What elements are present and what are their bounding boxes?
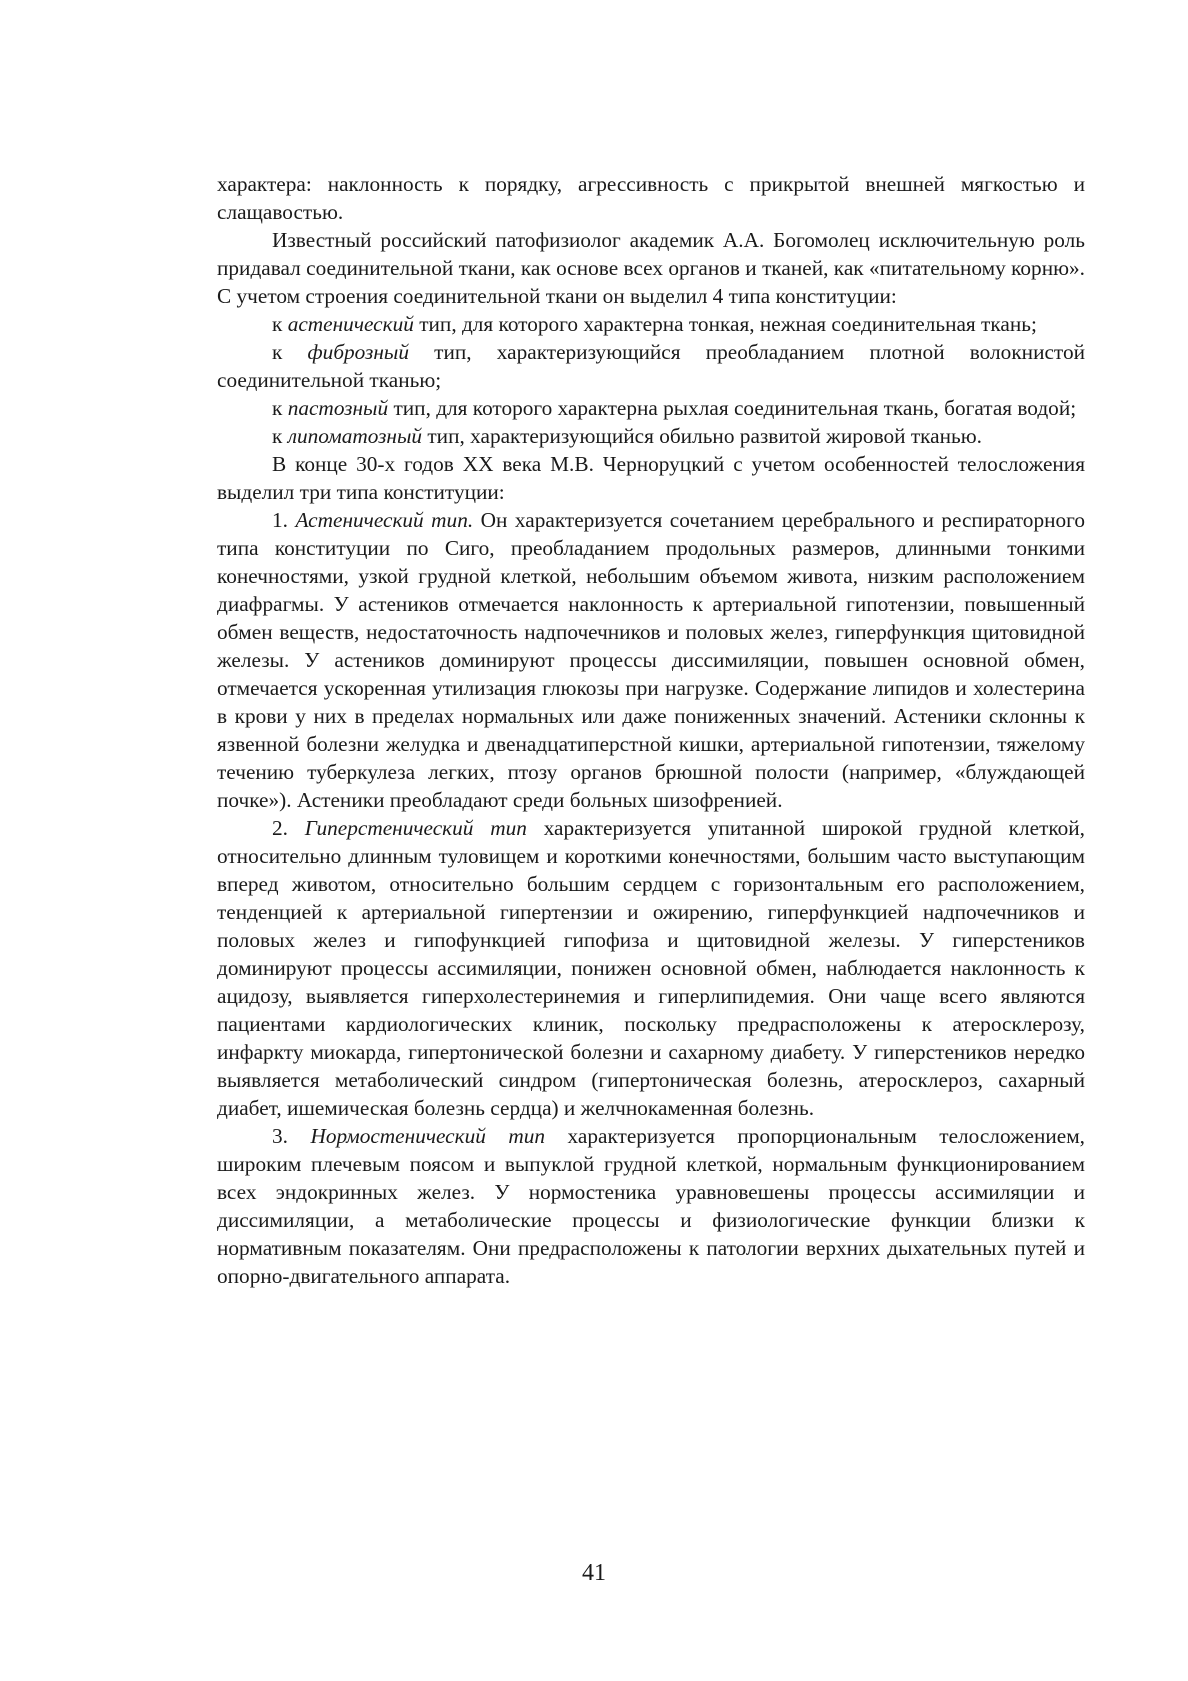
paragraph-continuation: характера: наклонность к порядку, агрессивность с прикрытой внешней мягкостью и слащавостью.	[217, 172, 1085, 224]
list-term: липоматозный	[287, 424, 423, 448]
list-marker: к	[272, 396, 283, 420]
type-term: Гиперстенический тип	[304, 816, 527, 840]
list-text: тип, характеризующийся преобладанием плотной волокнистой соединительной тканью;	[217, 340, 1085, 392]
list-term: пастозный	[287, 396, 389, 420]
type-term: Нормостенический тип	[310, 1124, 546, 1148]
list-item-lipomatous	[217, 422, 1085, 450]
type-description: Он характеризуется сочетанием церебрального и респираторного типа конституции по Сиго, преобладанием продольных размеров, длинными тонкими конечностями, узкой грудной клеткой, небольшим объемом живота, низким расположением диафрагмы. У астеников отмечается наклонность к артериальной гипотензии, повышенный обмен веществ, недостаточность надпочечников и половых желез, гиперфункция щитовидной железы. У астеников доминируют процессы диссимиляции, повышен основной обмен, отмечается ускоренная утилизация глюкозы при нагрузке. Содержание липидов и холестерина в крови у них в пределах нормальных или даже пониженных значений. Астеники склонны к язвенной болезни желудка и двенадцатиперстной кишки, артериальной гипотензии, тяжелому течению туберкулеза легких, птозу органов брюшной полости (например, «блуждающей почке»). Астеники преобладают среди больных шизофренией.	[217, 508, 1085, 812]
list-marker: к	[272, 424, 283, 448]
list-text: тип, для которого характерна тонкая, нежная соединительная ткань;	[413, 312, 1037, 336]
type-normosthenic	[217, 1122, 1085, 1290]
list-term: астенический	[287, 312, 414, 336]
list-item-pastose	[217, 394, 1085, 422]
type-number: 1.	[272, 508, 288, 532]
type-number: 2.	[272, 816, 288, 840]
type-description: характеризуется пропорциональным телосложением, широким плечевым поясом и выпуклой грудной клеткой, нормальным функционированием всех эндокринных желез. У нормостеника уравновешены процессы ассимиляции и диссимиляции, а метаболические процессы и физиологические функции близки к нормативным показателям. Они предрасположены к патологии верхних дыхательных путей и опорно-двигательного аппарата.	[217, 1124, 1085, 1288]
list-item-fibrous	[217, 338, 1085, 394]
type-description: характеризуется упитанной широкой грудной клеткой, относительно длинным туловищем и короткими конечностями, большим часто выступающим вперед животом, относительно большим сердцем с горизонтальным его расположением, тенденцией к артериальной гипертензии и ожирению, гиперфункцией надпочечников и половых желез и гипофункцией гипофиза и щитовидной железы. У гиперстеников доминируют процессы ассимиляции, понижен основной обмен, наблюдается наклонность к ацидозу, выявляется гиперхолестеринемия и гиперлипидемия. Они чаще всего являются пациентами кардиологических клиник, поскольку предрасположены к атеросклерозу, инфаркту миокарда, гипертонической болезни и сахарному диабету. У гиперстеников нередко выявляется метаболический синдром (гипертоническая болезнь, атеросклероз, сахарный диабет, ишемическая болезнь сердца) и желчнокаменная болезнь.	[217, 816, 1086, 1120]
list-text: тип, для которого характерна рыхлая соединительная ткань, богатая водой;	[388, 396, 1077, 420]
type-hypersthenic	[217, 814, 1085, 1122]
type-asthenic	[217, 506, 1085, 814]
type-number: 3.	[272, 1124, 288, 1148]
list-marker: к	[272, 312, 283, 336]
list-item-asthenic-connective	[217, 310, 1085, 338]
list-marker: к	[272, 340, 283, 364]
paragraph-chernorutsky: В конце 30-х годов XX века М.В. Черноруцкий с учетом особенностей телосложения выделил три типа конституции:	[217, 452, 1085, 504]
paragraph-bogomolets: Известный российский патофизиолог академик А.А. Богомолец исключительную роль придавал соединительной ткани, как основе всех органов и тканей, как «питательному корню». С учетом строения соединительной ткани он выделил 4 типа конституции:	[217, 228, 1085, 308]
list-term: фиброзный	[307, 340, 409, 364]
body-text	[217, 170, 1085, 1290]
list-text: тип, характеризующийся обильно развитой жировой тканью.	[422, 424, 982, 448]
type-term: Астенический тип.	[295, 508, 474, 532]
page-number: 41	[582, 1560, 606, 1586]
